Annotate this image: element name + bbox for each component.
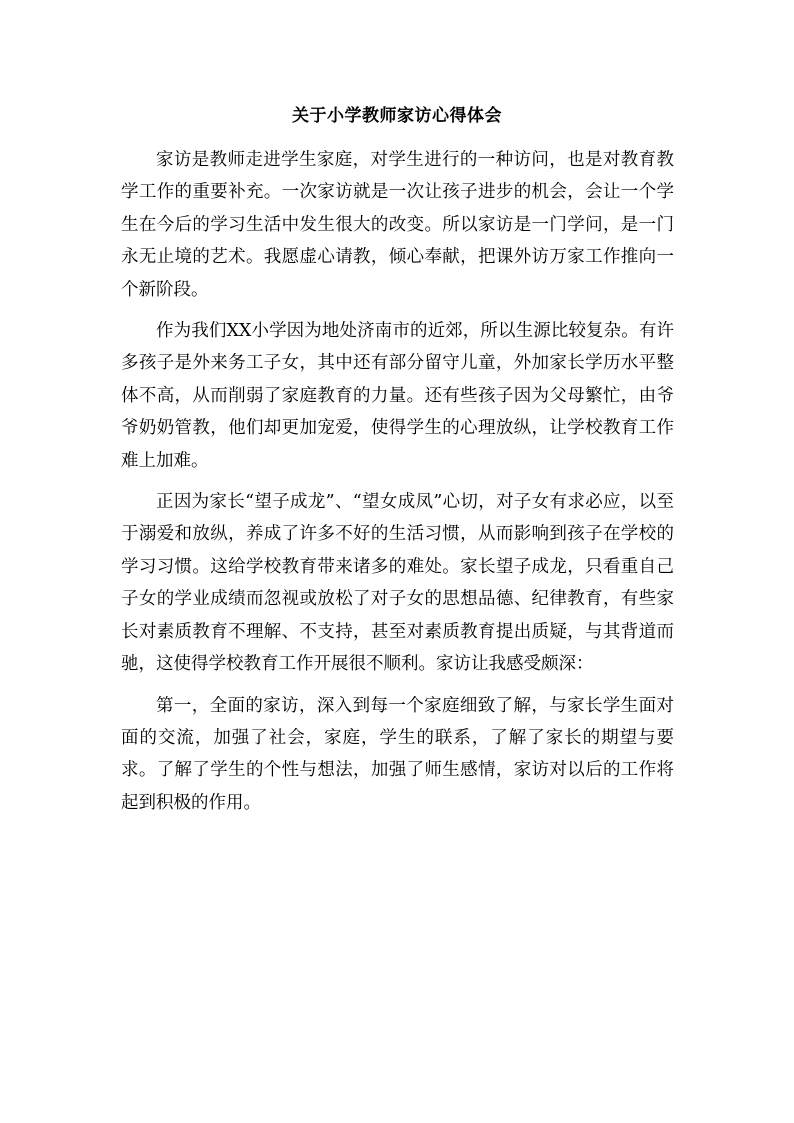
paragraph-3: 正因为家长“望子成龙”、“望女成凤”心切，对子女有求必应，以至于溺爱和放纵，养成了许多不好的生活习惯，从而影响到孩子在学校的学习习惯。这给学校教育带来诸多的难处。家长望子成龙，只看重自己子女的学业成绩而忽视或放松了对子女的思想品德、纪律教育，有些家长对素质教育不理解、不支持，甚至对素质教育提出质疑，与其背道而驰，这使得学校教育工作开展很不顺利。家访让我感受颇深： xyxy=(121,492,674,675)
paragraph-2: 作为我们XX小学因为地处济南市的近郊，所以生源比较复杂。有许多孩子是外来务工子女，其中还有部分留守儿童，外加家长学历水平整体不高，从而削弱了家庭教育的力量。还有些孩子因为父母繁忙，由爷爷奶奶管教，他们却更加宠爱，使得学生的心理放纵，让学校教育工作难上加难。 xyxy=(121,321,674,471)
document-title: 关于小学教师家访心得体会 xyxy=(292,106,502,126)
document-body xyxy=(121,144,674,828)
paragraph-4: 第一，全面的家访，深入到每一个家庭细致了解，与家长学生面对面的交流，加强了社会，家庭，学生的联系，了解了家长的期望与要求。了解了学生的个性与想法，加强了师生感情，家访对以后的工作将起到积极的作用。 xyxy=(121,695,674,813)
paragraph-1: 家访是教师走进学生家庭，对学生进行的一种访问，也是对教育教学工作的重要补充。一次家访就是一次让孩子进步的机会，会让一个学生在今后的学习生活中发生很大的改变。所以家访是一门学问，是一门永无止境的艺术。我愿虚心请教，倾心奉献，把课外访万家工作推向一个新阶段。 xyxy=(121,150,674,300)
